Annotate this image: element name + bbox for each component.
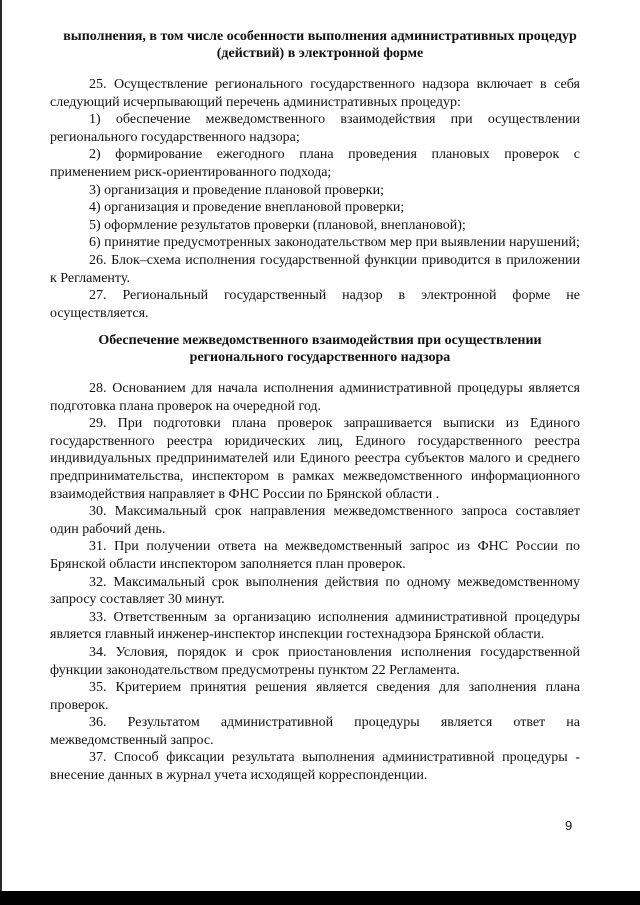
paragraph-34: 34. Условия, порядок и срок приостановления исполнения государственной функции законодательством предусмотрены пунктом 22 Регламента. [50, 644, 580, 678]
section-interaction-body [50, 380, 580, 785]
list-item-2: 2) формирование ежегодного плана проведения плановых проверок с применением риск-ориентированного подхода; [50, 147, 580, 180]
page-top-heading: выполнения, в том числе особенности выполнения административных процедур (действий) в электронной форме [63, 29, 577, 61]
paragraph-30: 30. Максимальный срок направления межведомственного запроса составляет один рабочий день. [50, 504, 580, 537]
paragraph-28: 28. Основанием для начала исполнения административной процедуры является подготовка плана проверок на очередной год. [50, 381, 580, 414]
list-item-4: 4) организация и проведение внеплановой проверки; [89, 200, 405, 216]
page-number: 9 [565, 818, 573, 833]
paragraph-29: 29. При подготовки плана проверок запрашивается выписки из Единого государственного реестра юридических лиц, Единого государственного реестра индивидуальных предпринимателей или Единого реестра субъектов малого и среднего предпринимательства, инспектором в рамках межведомственного информационного взаимодействия направляет в ФНС России по Брянской области . [50, 416, 580, 502]
paragraph-25: 25. Осуществление регионального государственного надзора включает в себя следующий исчерпывающий перечень административных процедур: [50, 77, 580, 110]
list-item-1: 1) обеспечение межведомственного взаимодействия при осуществлении регионального государственного надзора; [50, 112, 580, 145]
paragraph-26: 26. Блок–схема исполнения государственной функции приводится в приложении к Регламенту. [50, 252, 580, 286]
paragraph-36: 36. Результатом административной процедуры является ответ на межведомственный запрос. [50, 715, 580, 748]
list-item-3: 3) организация и проведение плановой проверки; [89, 182, 384, 198]
list-item-5: 5) оформление результатов проверки (плановой, внеплановой); [89, 217, 466, 233]
section-procedures-list [50, 76, 580, 322]
paragraph-37: 37. Способ фиксации результата выполнения административной процедуры - внесение данных в журнал учета исходящей корреспонденции. [50, 750, 580, 784]
paragraph-27: 27. Региональный государственный надзор в электронной форме не осуществляется. [50, 288, 580, 321]
paragraph-35: 35. Критерием принятия решения является сведения для заполнения плана проверок. [50, 680, 580, 713]
scan-bottom-edge [0, 891, 640, 905]
paragraph-32: 32. Максимальный срок выполнения действия по одному межведомственному запросу составляет 30 минут. [50, 574, 580, 608]
list-item-6: 6) принятие предусмотренных законодательством мер при выявлении нарушений; [89, 235, 580, 251]
paragraph-33: 33. Ответственным за организацию исполнения административной процедуры является главный инженер-инспектор инспекции гостехнадзора Брянской области. [50, 609, 580, 643]
section-heading-interaction: Обеспечение межведомственного взаимодействия при осуществлении регионального государственного надзора [98, 333, 542, 365]
scan-left-edge [0, 0, 2, 905]
paragraph-31: 31. При получении ответа на межведомственный запрос из ФНС России по Брянской области инспектором заполняется план проверок. [50, 539, 580, 572]
